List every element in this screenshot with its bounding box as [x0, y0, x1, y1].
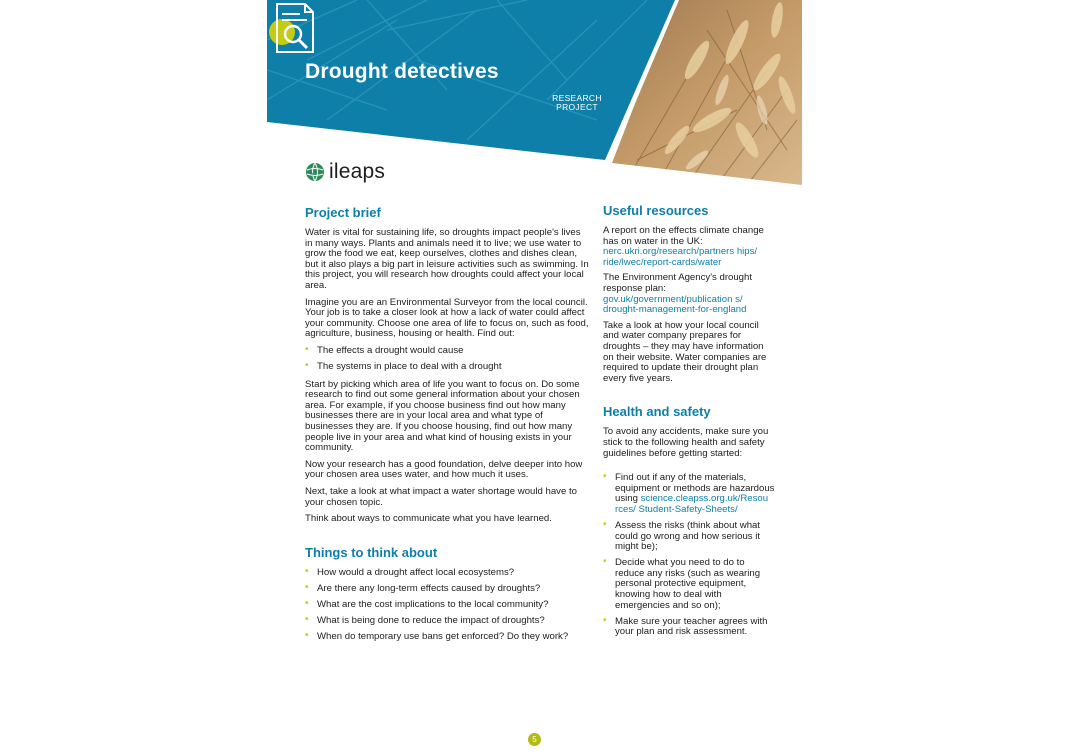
research-document-magnifier-icon	[267, 0, 319, 56]
list-item: • The systems in place to deal with a drought	[305, 362, 590, 373]
safety-bullet-list	[603, 473, 775, 638]
paragraph: Imagine you are an Environmental Surveyor from the local council. Your job is to take a closer look at how a lack of water could affect your community. Choose one area of life to focus on, such as food, agriculture, business, housing or health. Find out:	[305, 296, 589, 340]
resource-text: The Environment Agency's drought response plan:	[603, 272, 753, 294]
list-item: • When do temporary use bans get enforced? Do they work?	[305, 632, 590, 643]
resource-item	[603, 273, 775, 315]
resource-text: A report on the effects climate change has on water in the UK:	[603, 225, 764, 247]
list-item: • What is being done to reduce the impact of droughts?	[305, 616, 590, 627]
left-column	[305, 205, 590, 650]
research-project-label: RESEARCH PROJECT	[552, 93, 602, 112]
bullet-text: Find out if any of the materials, equipment or methods are hazardous using	[615, 472, 775, 505]
report-cards-link[interactable]: nerc.ukri.org/research/partners hips/ ride/lwec/report-cards/water	[603, 246, 758, 268]
ileaps-logo	[305, 160, 385, 184]
brief-bullet-list	[305, 346, 590, 373]
health-safety-heading: Health and safety	[603, 404, 711, 420]
list-item: • How would a drought affect local ecosystems?	[305, 568, 590, 579]
project-brief-section	[305, 205, 590, 525]
paragraph: Take a look at how your local council and water company prepares for droughts – they may have information on their website. Water companies are required to update their drought plan every five years.	[603, 319, 767, 384]
drought-management-link[interactable]: gov.uk/government/publication s/ drought-management-for-england	[603, 293, 747, 316]
paragraph: Now your research has a good foundation, delve deeper into how your chosen area uses water, and how much it uses.	[305, 458, 583, 481]
paragraph: Think about ways to communicate what you have learned.	[305, 513, 552, 525]
logo-text: ileaps	[329, 160, 386, 183]
things-to-think-heading: Things to think about	[305, 544, 438, 560]
list-item: • The effects a drought would cause	[305, 346, 590, 357]
useful-resources-heading: Useful resources	[603, 203, 709, 218]
project-brief-heading: Project brief	[305, 205, 381, 220]
paragraph: Water is vital for sustaining life, so droughts impact people's lives in many ways. Plants and animals need it to live; we use water to grow the food we eat, keep ourselves, clothes and dishes clean, but it also plays a big part in leisure activities such as swimming. In this project, you will research how droughts could affect your local area.	[305, 227, 589, 291]
list-item: • Assess the risks (think about what could go wrong and how serious it might be);	[603, 521, 775, 553]
think-bullet-list	[305, 568, 590, 643]
list-item: • Make sure your teacher agrees with your plan and risk assessment.	[603, 617, 775, 638]
paragraph: To avoid any accidents, make sure you stick to the following health and safety guidelines before getting started:	[603, 426, 769, 459]
list-item	[603, 473, 775, 515]
resource-item	[603, 226, 775, 268]
right-column	[603, 203, 775, 645]
page-number: 5	[528, 733, 541, 746]
useful-resources-section	[603, 203, 775, 384]
page-title: Drought detectives	[305, 60, 499, 83]
list-item: • Decide what you need to do to reduce any risks (such as wearing personal protective equipment, knowing how to deal with emergencies and so on);	[603, 558, 775, 611]
things-to-think-section	[305, 545, 590, 643]
document-page	[267, 0, 802, 756]
paragraph: Start by picking which area of life you want to focus on. Do some research to find out some general information about your chosen area. For example, if you choose business find out how many businesses there are in your local area and what type of businesses they are. If you choose housing, find out how many people live in your area and what kind of housing exists in your community.	[305, 378, 580, 454]
paragraph: Next, take a look at what impact a water shortage would have to your chosen topic.	[305, 485, 577, 508]
cleapss-safety-sheets-link[interactable]: science.cleapss.org.uk/Resou rces/ Student-Safety-Sheets/	[615, 493, 769, 515]
list-item: • Are there any long-term effects caused by droughts?	[305, 584, 590, 595]
globe-icon	[305, 162, 325, 182]
health-safety-section	[603, 404, 775, 638]
list-item: • What are the cost implications to the local community?	[305, 600, 590, 611]
